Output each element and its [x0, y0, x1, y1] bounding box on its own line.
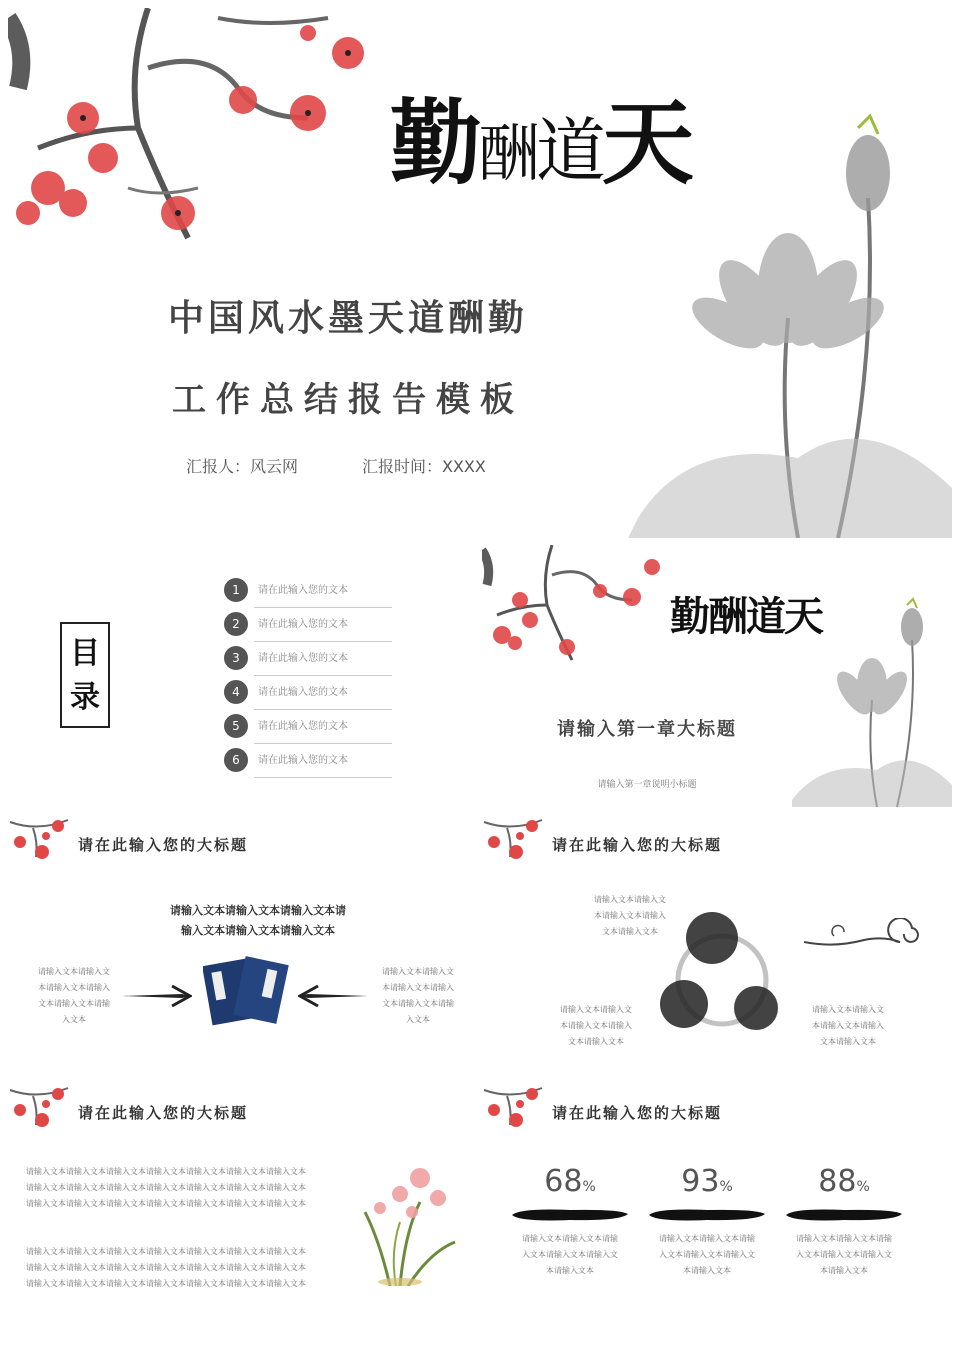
calligraphy-char-1: 勤 [390, 89, 479, 197]
cover-slide [8, 8, 952, 538]
toc-item-5[interactable] [224, 714, 392, 738]
ink-arrow-left-icon [298, 984, 368, 1008]
text-line: 文本请输入文本请输 [38, 999, 110, 1008]
stat-text [784, 1231, 904, 1279]
text-line: 请输入文本请输入文本请输 [522, 1234, 618, 1243]
text-line: 本请输入文本请输入 [382, 983, 454, 992]
text-line: 入文本请输入文本请输入文 [659, 1250, 755, 1259]
toc-item-4[interactable] [224, 680, 392, 704]
stat-block-3 [784, 1164, 904, 1279]
text-line: 入文本 [406, 1015, 430, 1024]
toc-item-text: 请在此输入您的文本 [258, 653, 348, 664]
slide-heading: 请在此输入您的大标题 [552, 1104, 723, 1122]
slide-heading: 请在此输入您的大标题 [78, 1104, 249, 1122]
toc-item-number: 5 [224, 714, 248, 738]
text-line: 本请输入文本 [546, 1266, 594, 1275]
chapter-calligraphy: 勤酬道天 [670, 593, 822, 640]
stat-value [510, 1164, 630, 1199]
books-illustration [203, 954, 293, 1026]
text-line: 文本请输入文本 [568, 1037, 624, 1046]
cover-title-line2: 工作总结报告模板 [172, 380, 524, 420]
slide-heading: 请在此输入您的大标题 [78, 836, 249, 854]
toc-item-6[interactable] [224, 748, 392, 772]
toc-item-text: 请在此输入您的文本 [258, 619, 348, 630]
chapter-subtitle: 请输入第一章说明小标题 [597, 780, 697, 790]
stat-value [784, 1164, 904, 1199]
stat-unit: % [719, 1179, 733, 1195]
plum-blossom-branch-illustration [482, 545, 672, 665]
text-line: 入文本请输入文本请输入文 [796, 1250, 892, 1259]
stat-number: 93 [681, 1164, 720, 1199]
cover-title-line1: 中国风水墨天道酬勤 [167, 297, 528, 339]
text-line: 请输入文本请输入文 [382, 967, 454, 976]
calligraphy-char-3: 道 [536, 110, 603, 192]
right-text [370, 964, 466, 1028]
text-line: 请输入文本请输入文本请输入文本请输入文本请输入文本请输入文本请输入文本 [26, 1247, 306, 1256]
toc-item-number: 2 [224, 612, 248, 636]
toc-item-text: 请在此输入您的文本 [258, 585, 348, 596]
toc-item-text: 请在此输入您的文本 [258, 755, 348, 766]
books-slide [8, 812, 478, 1074]
text-line: 本请输入文本请输入 [594, 911, 666, 920]
orchid-illustration [360, 1162, 460, 1286]
text-line: 请输入文本请输入文本请输入文本请输入文本请输入文本请输入文本请输入文本 [26, 1167, 306, 1176]
text-line: 请输入文本请输入文本请输入文本请输入文本请输入文本请输入文本请输入文本 [26, 1199, 306, 1208]
toc-item-number: 6 [224, 748, 248, 772]
toc-item-number: 1 [224, 578, 248, 602]
stat-text [647, 1231, 767, 1279]
text-line: 入文本请输入文本请输入文 [522, 1250, 618, 1259]
text-line: 本请输入文本请输入 [38, 983, 110, 992]
text-line: 请输入文本请输入文 [38, 967, 110, 976]
text-line: 请输入文本请输入文本请输入文本请输入文本请输入文本请输入文本请输入文本 [26, 1183, 306, 1192]
top-text-line1: 请输入文本请输入文本请输入文本请 [170, 904, 346, 917]
cover-reporter: 汇报人：风云网 [186, 457, 299, 476]
paragraph-1 [26, 1164, 346, 1212]
text-line: 入文本 [62, 1015, 86, 1024]
left-text [26, 964, 122, 1028]
slide-heading: 请在此输入您的大标题 [552, 836, 723, 854]
plum-blossom-corner-icon [482, 1080, 548, 1130]
ink-circles-illustration [652, 908, 792, 1038]
right-text [800, 1002, 896, 1050]
paragraph-2 [26, 1244, 346, 1292]
stat-value [647, 1164, 767, 1199]
text-line: 文本请输入文本请输 [382, 999, 454, 1008]
text-line: 本请输入文本请输入 [812, 1021, 884, 1030]
text-line: 请输入文本请输入文本请输 [659, 1234, 755, 1243]
cover-report-time: 汇报时间：XXXX [362, 457, 486, 476]
stat-number: 88 [818, 1164, 857, 1199]
toc-item-2[interactable] [224, 612, 392, 636]
text-line: 请输入文本请输入文 [560, 1005, 632, 1014]
plum-blossom-corner-icon [8, 1080, 74, 1130]
stat-block-1 [510, 1164, 630, 1279]
toc-item-text: 请在此输入您的文本 [258, 687, 348, 698]
text-line: 文本请输入文本 [602, 927, 658, 936]
toc-item-number: 4 [224, 680, 248, 704]
lotus-illustration [628, 108, 952, 538]
text-line: 请输入文本请输入文本请输入文本请输入文本请输入文本请输入文本请输入文本 [26, 1263, 306, 1272]
stat-text [510, 1231, 630, 1279]
ink-brush-stroke [784, 1205, 904, 1225]
lotus-illustration [792, 595, 952, 807]
ink-arrow-right-icon [122, 984, 192, 1008]
text-slide [8, 1080, 478, 1344]
text-line: 请输入文本请输入文 [812, 1005, 884, 1014]
stats-slide [482, 1080, 952, 1344]
text-line: 本请输入文本请输入 [560, 1021, 632, 1030]
stat-unit: % [582, 1179, 596, 1195]
plum-blossom-branch-illustration [8, 8, 368, 258]
toc-item-number: 3 [224, 646, 248, 670]
cloud-swirl-icon [804, 918, 926, 952]
text-line: 请输入文本请输入文本请输 [796, 1234, 892, 1243]
plum-blossom-corner-icon [482, 812, 548, 862]
text-line: 请输入文本请输入文本请输入文本请输入文本请输入文本请输入文本请输入文本 [26, 1279, 306, 1288]
circles-slide [482, 812, 952, 1074]
text-line: 本请输入文本 [820, 1266, 868, 1275]
text-line: 文本请输入文本 [820, 1037, 876, 1046]
chapter-title: 请输入第一章大标题 [557, 719, 737, 740]
plum-blossom-corner-icon [8, 812, 74, 862]
top-text-line2: 输入文本请输入文本请输入文本 [181, 924, 335, 937]
stat-number: 68 [544, 1164, 583, 1199]
toc-heading: 目录 [70, 636, 100, 715]
ink-brush-stroke [647, 1205, 767, 1225]
calligraphy-char-2: 酬 [478, 117, 537, 190]
text-line: 请输入文本请输入文 [594, 895, 666, 904]
stat-block-2 [647, 1164, 767, 1279]
toc-item-1[interactable] [224, 578, 392, 602]
toc-item-3[interactable] [224, 646, 392, 670]
text-line: 本请输入文本 [683, 1266, 731, 1275]
chapter-slide [482, 545, 952, 807]
toc-heading-box [60, 622, 110, 728]
toc-item-text: 请在此输入您的文本 [258, 721, 348, 732]
stat-unit: % [856, 1179, 870, 1195]
calligraphy-char-4: 天 [602, 89, 691, 197]
ink-brush-stroke [510, 1205, 630, 1225]
left-text [548, 1002, 644, 1050]
